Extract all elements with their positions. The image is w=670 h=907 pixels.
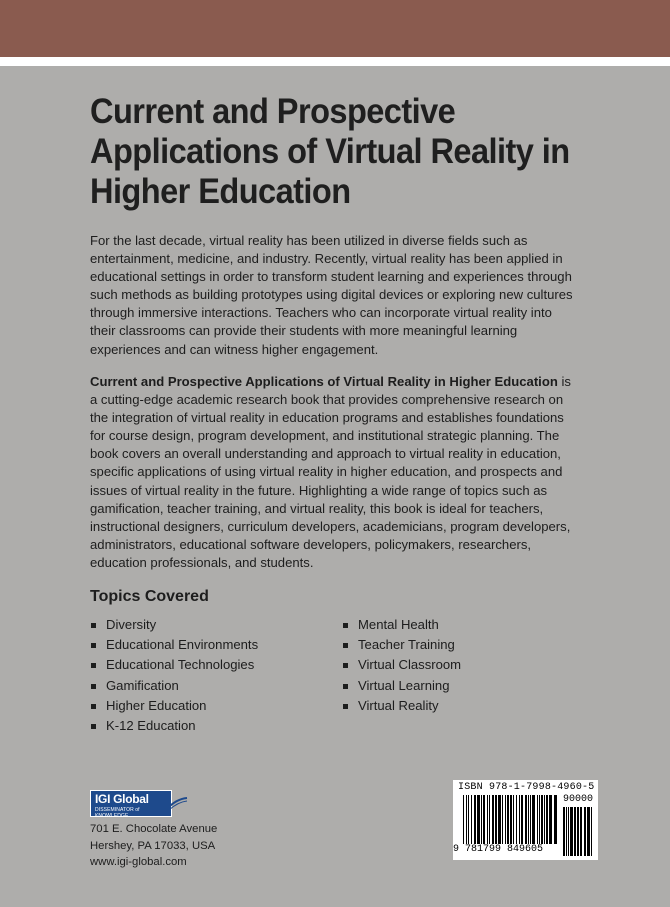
top-color-band bbox=[0, 0, 670, 57]
isbn-barcode bbox=[453, 780, 598, 860]
publisher-logo bbox=[90, 790, 172, 817]
bullet-icon bbox=[91, 643, 96, 648]
bullet-icon bbox=[91, 724, 96, 729]
topics-column-1 bbox=[90, 615, 258, 736]
topic-item: Educational Technologies bbox=[90, 655, 258, 675]
topic-item: Mental Health bbox=[342, 615, 461, 635]
description-book-title: Current and Prospective Applications of Virtual Reality in Higher Education bbox=[90, 374, 558, 389]
topic-item: Virtual Learning bbox=[342, 676, 461, 696]
barcode-addon: 90000 bbox=[563, 794, 594, 805]
bullet-icon bbox=[91, 663, 96, 668]
logo-name: IGI Global bbox=[95, 792, 149, 806]
bullet-icon bbox=[91, 684, 96, 689]
white-rule bbox=[0, 57, 670, 66]
bullet-icon bbox=[343, 623, 348, 628]
address-line-2: Hershey, PA 17033, USA bbox=[90, 839, 216, 852]
bullet-icon bbox=[343, 643, 348, 648]
isbn-label: ISBN 978-1-7998-4960-5 bbox=[458, 782, 595, 793]
publisher-website: www.igi-global.com bbox=[90, 856, 187, 868]
topics-column-2 bbox=[342, 615, 461, 716]
bullet-icon bbox=[91, 704, 96, 709]
publisher-address bbox=[90, 821, 217, 871]
topic-item: Virtual Classroom bbox=[342, 655, 461, 675]
logo-tagline: DISSEMINATOR of KNOWLEDGE bbox=[95, 807, 140, 819]
barcode-digits: 9 781799 849605 bbox=[453, 844, 544, 855]
topic-item: K-12 Education bbox=[90, 716, 258, 736]
book-title: Current and Prospective Applications of Virtual Reality in Higher Education bbox=[90, 92, 570, 211]
bullet-icon bbox=[343, 704, 348, 709]
topic-item: Virtual Reality bbox=[342, 696, 461, 716]
bullet-icon bbox=[343, 684, 348, 689]
topic-item: Higher Education bbox=[90, 696, 258, 716]
description-body: is a cutting-edge academic research book that provides comprehensive research on the integration of virtual reality in education programs and establishes foundations for course design, program development, and institutional strategic planning. The book covers an overall understanding and approach to virtual reality in education, specific applications of using virtual reality in higher education, and prospects and issues of virtual reality in the future. Highlighting a wide range of topics such as gamification, teacher training, and virtual reality, this book is ideal for teachers, instructional designers, curriculum developers, academicians, program developers, administrators, educational software developers, policymakers, researchers, education professionals, and students. bbox=[90, 374, 571, 570]
topic-item: Gamification bbox=[90, 676, 258, 696]
topic-item: Teacher Training bbox=[342, 635, 461, 655]
topic-item: Educational Environments bbox=[90, 635, 258, 655]
intro-paragraph: For the last decade, virtual reality has been utilized in diverse fields such as entertainment, medicine, and industry. Recently, virtual reality has been applied in educational settings in order to transform student learning and experiences through such methods as building prototypes using digital devices or exploring new cultures through immersive interactions. Teachers who can incorporate virtual reality into their classrooms can provide their students with more meaningful learning experiences and can witness higher engagement. bbox=[90, 233, 573, 357]
bullet-icon bbox=[343, 663, 348, 668]
topic-item: Diversity bbox=[90, 615, 258, 635]
bullet-icon bbox=[91, 623, 96, 628]
logo-swoosh-icon bbox=[166, 797, 188, 811]
topics-heading: Topics Covered bbox=[90, 588, 209, 605]
description-paragraph bbox=[90, 373, 575, 572]
address-line-1: 701 E. Chocolate Avenue bbox=[90, 823, 218, 835]
